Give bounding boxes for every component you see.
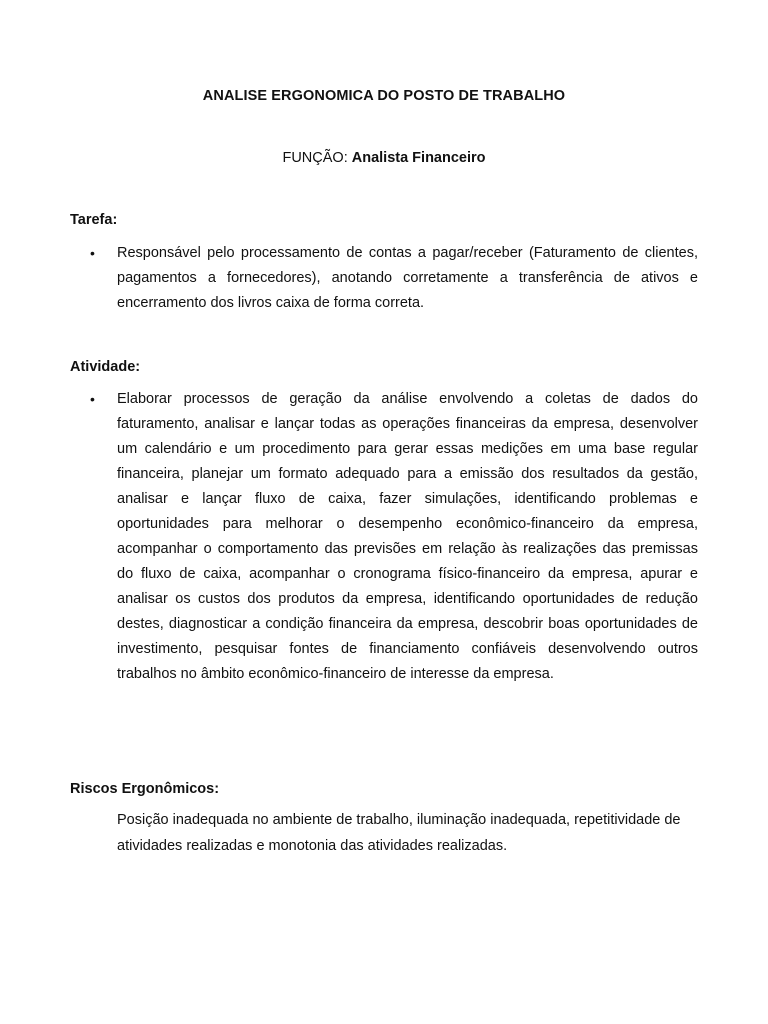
tarefa-heading: Tarefa: [70,212,118,228]
function-line [0,150,768,166]
riscos-heading: Riscos Ergonômicos: [70,781,220,797]
bullet-icon: • [90,391,95,407]
atividade-text: Elaborar processos de geração da análise envolvendo a coletas de dados do faturamento, analisar e lançar todas as operações financeiras da empresa, desenvolver um calendário e um procedimento para gerar essas medições em uma base regular financeira, planejar um formato adequado para a emissão dos resultados da gestão, analisar e lançar fluxo de caixa, fazer simulações, identificando problemas e oportunidades para melhorar o desempenho econômico-financeiro da empresa, acompanhar o comportamento das previsões em relação às realizações das premissas do fluxo de caixa, acompanhar o cronograma físico-financeiro da empresa, apurar e analisar os custos dos produtos da empresa, identificando oportunidades de redução destes, diagnosticar a condição financeira da empresa, descobrir boas oportunidades de investimento, pesquisar fontes de financiamento confiáveis desenvolvendo outros trabalhos no âmbito econômico-financeiro de interesse da empresa. [117,391,698,682]
tarefa-text: Responsável pelo processamento de contas a pagar/receber (Faturamento de clientes, pagamentos a fornecedores), anotando corretamente a transferência de ativos e encerramento dos livros caixa de forma correta. [117,245,698,311]
atividade-bullet-item [70,387,698,687]
atividade-heading: Atividade: [70,359,141,375]
function-value: Analista Financeiro [351,150,486,166]
tarefa-bullet-item [70,241,698,316]
document-title: ANALISE ERGONOMICA DO POSTO DE TRABALHO [202,88,566,104]
function-label: FUNÇÃO: [282,150,348,166]
riscos-text: Posição inadequada no ambiente de trabalho, iluminação inadequada, repetitividade de atividades realizadas e monotonia das atividades realizadas. [117,812,681,854]
bullet-icon: • [90,245,95,261]
